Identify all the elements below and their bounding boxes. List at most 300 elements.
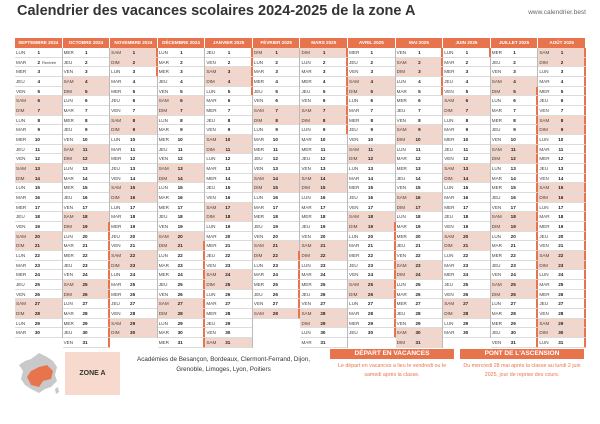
day-cell [158,193,205,203]
weekday-label: JEU [206,320,215,326]
weekday-label: JEU [63,59,73,65]
day-cell [253,48,300,58]
weekday-label: LUN [253,127,264,133]
day-number: 7 [275,107,278,113]
day-cell [300,203,347,213]
day-cell [110,174,157,184]
day-cell [205,319,252,329]
day-number: 4 [132,78,136,84]
weekday-label: DIM [349,156,358,162]
weekday-label: MER [63,185,74,191]
day-cell [253,87,300,97]
month-column [63,38,111,349]
day-cell [205,203,252,213]
day-cell [110,241,157,251]
day-cell [300,270,347,280]
day-cell [15,261,62,271]
day-cell [253,251,300,261]
day-number: 14 [558,175,564,181]
weekday-label: VEN [444,223,454,229]
day-cell [300,164,347,174]
day-number: 23 [82,262,88,268]
weekday-label: VEN [206,127,216,133]
month-header: SEPTEMBRE 2024 [15,38,62,48]
weekday-label: MER [158,204,169,210]
weekday-label: JEU [158,214,168,220]
day-cell [491,87,538,97]
day-number: 17 [510,204,516,210]
weekday-label: SAM [491,78,502,84]
weekday-label: JEU [206,117,215,123]
day-cell [158,174,205,184]
day-number: 22 [177,252,183,258]
day-cell [348,232,395,242]
day-cell [396,164,443,174]
day-number: 10 [272,136,278,142]
weekday-label: DIM [253,252,263,258]
weekday-label: SAM [444,233,455,239]
day-cell [491,280,538,290]
day-cell [15,135,62,145]
day-cell [348,116,395,126]
day-number: 16 [510,194,516,200]
day-number: 16 [82,194,88,200]
day-number: 15 [177,185,183,191]
day-number: 6 [465,98,469,104]
day-number: 4 [322,78,326,84]
day-cell [396,116,443,126]
weekday-label: LUN [539,136,549,142]
day-cell [253,174,300,184]
day-number: 13 [320,165,326,171]
weekday-label: MAR [491,243,502,249]
day-number: 18 [320,214,326,220]
weekday-label: SAM [539,185,550,191]
day-number: 13 [82,165,88,171]
day-cell [538,154,585,164]
day-cell [63,106,110,116]
day-number: 26 [367,291,374,297]
weekday-label: DIM [158,175,168,181]
weekday-label: MER [349,185,360,191]
weekday-label: JEU [206,252,215,258]
weekday-label: SAM [396,262,407,268]
day-number: 23 [225,262,231,268]
day-number: 7 [322,107,326,113]
weekday-label: LUN [253,59,264,65]
weekday-label: LUN [444,320,454,326]
weekday-label: SAM [539,117,550,123]
day-cell [491,174,538,184]
month-header: MAI 2025 [396,38,443,48]
day-number: 14 [510,175,516,181]
day-cell [396,96,443,106]
weekday-label: SAM [253,175,264,181]
day-cell [15,164,62,174]
day-cell [443,116,490,126]
day-number: 14 [177,175,183,181]
day-number: 13 [272,165,278,171]
day-number: 8 [370,117,374,123]
day-cell [443,232,490,242]
day-cell [63,183,110,193]
day-cell [63,319,110,329]
day-cell [396,212,443,222]
day-cell [300,290,347,300]
weekday-label: MAR [16,262,27,268]
day-number: 17 [225,204,231,210]
weekday-label: JEU [349,330,358,336]
day-number: 9 [275,127,278,133]
day-cell [538,87,585,97]
day-cell [205,125,252,135]
day-number: 5 [180,88,183,94]
day-cell [300,145,347,155]
month-column [443,38,491,349]
depart-title: DÉPART EN VACANCES [330,349,454,359]
day-number: 24 [82,272,88,278]
day-number: 16 [34,194,40,200]
day-number: 11 [558,146,564,152]
day-cell [253,270,300,280]
weekday-label: LUN [396,146,406,152]
weekday-label: MAR [63,175,74,181]
day-cell [205,261,252,271]
weekday-label: VEN [444,156,454,162]
weekday-label: MER [63,320,74,326]
day-cell [253,261,300,271]
weekday-label: MAR [301,204,312,210]
weekday-label: JEU [301,88,311,94]
day-number: 30 [415,330,421,336]
day-cell [396,270,443,280]
weekday-label: JEU [396,310,406,316]
weekday-label: MER [206,175,217,181]
day-cell [15,280,62,290]
day-cell [110,280,157,290]
day-cell [158,261,205,271]
weekday-label: DIM [491,223,501,229]
day-number: 23 [272,262,278,268]
day-cell [63,96,110,106]
day-number: 12 [367,156,374,162]
day-number: 21 [558,243,564,249]
weekday-label: SAM [491,281,502,287]
day-number: 5 [85,88,88,94]
weekday-label: DIM [444,310,453,316]
weekday-label: JEU [111,233,120,239]
weekday-label: MAR [111,214,122,220]
day-cell [443,125,490,135]
day-number: 31 [510,340,516,345]
weekday-label: MAR [206,98,217,104]
weekday-label: SAM [16,233,26,239]
weekday-label: VEN [63,136,74,142]
weekday-label: DIM [16,107,25,113]
day-cell [396,145,443,155]
weekday-label: VEN [111,107,121,113]
day-number: 11 [273,146,278,152]
month-header: NOVEMBRE 2024 [110,38,157,48]
weekday-label: SAM [396,127,407,133]
weekday-label: DIM [301,320,310,326]
day-cell [443,87,490,97]
weekday-label: DIM [539,59,548,65]
day-number: 4 [227,78,231,84]
weekday-label: MAR [301,69,312,75]
weekday-label: SAM [444,301,455,307]
weekday-label: MAR [491,175,502,181]
weekday-label: JEU [444,281,453,287]
weekday-label: LUN [491,165,501,171]
day-number: 24 [177,272,183,278]
weekday-label: SAM [301,243,312,249]
weekday-label: LUN [206,291,216,297]
zone-label: ZONE A [65,352,120,395]
day-number: 16 [320,194,326,200]
day-cell [348,154,395,164]
day-number: 21 [272,243,278,249]
weekday-label: SAM [349,214,360,220]
weekday-label: MER [63,117,74,123]
day-number: 26 [130,291,136,297]
day-number: 28 [367,310,374,316]
day-cell [491,222,538,232]
day-cell [491,77,538,87]
day-number: 8 [322,117,326,123]
day-number: 17 [415,204,421,210]
day-number: 29 [34,320,40,326]
day-cell [158,290,205,300]
day-number: 9 [132,127,136,133]
day-cell [110,116,157,126]
day-cell [15,270,62,280]
day-number: 22 [558,252,564,258]
day-number: 11 [510,146,516,152]
day-number: 10 [415,136,421,142]
day-number: 25 [367,281,374,287]
weekday-label: MAR [111,78,122,84]
day-cell [253,106,300,116]
day-cell [348,77,395,87]
weekday-label: SAM [206,136,217,142]
day-cell [205,87,252,97]
weekday-label: VEN [63,340,74,345]
day-cell [348,96,395,106]
weekday-label: SAM [16,98,26,104]
day-cell [396,309,443,319]
day-number: 19 [510,223,516,229]
weekday-label: MER [349,320,360,326]
day-number: 18 [463,214,469,220]
weekday-label: SAM [301,310,312,316]
day-number: 30 [225,330,231,336]
weekday-label: LUN [16,185,26,191]
day-cell [63,241,110,251]
day-number: 13 [225,165,231,171]
day-cell [205,116,252,126]
day-number: 22 [415,252,421,258]
day-cell [158,87,205,97]
day-number: 25 [510,281,516,287]
day-cell [158,154,205,164]
day-cell [538,299,585,309]
day-number: 29 [415,320,421,326]
day-number: 3 [132,69,136,75]
day-number: 28 [415,310,421,316]
day-cell [396,135,443,145]
day-cell [491,251,538,261]
day-cell [15,241,62,251]
day-cell [491,154,538,164]
day-cell [348,203,395,213]
day-number: 25 [558,281,564,287]
day-number: 26 [415,291,421,297]
day-number: 18 [510,214,516,220]
weekday-label: VEN [491,136,502,142]
day-number: 26 [463,291,469,297]
day-number: 8 [227,117,231,123]
weekday-label: JEU [444,214,453,220]
day-number: 25 [82,281,88,287]
weekday-label: SAM [158,98,169,104]
day-cell [491,106,538,116]
weekday-label: MAR [349,107,360,113]
day-cell [348,328,395,338]
day-number: 15 [225,185,231,191]
day-number: 2 [322,59,326,65]
day-number: 23 [558,262,564,268]
day-number: 7 [370,107,374,113]
weekday-label: MER [301,146,312,152]
day-cell [443,145,490,155]
day-number: 2 [85,59,88,65]
day-cell [15,328,62,338]
depart-text: Le départ en vacances a lieu le vendredi ou le samedi après la classe. [337,363,447,378]
day-number: 1 [513,49,516,55]
day-number: 14 [82,175,88,181]
day-cell [538,212,585,222]
day-note: Rentrée [42,59,57,65]
weekday-label: SAM [301,175,312,181]
weekday-label: MER [539,156,550,162]
day-number: 7 [132,107,136,113]
day-cell [205,58,252,68]
weekday-label: MER [206,310,217,316]
weekday-label: DIM [491,291,501,297]
day-number: 23 [463,262,469,268]
weekday-label: SAM [16,301,26,307]
day-cell [443,106,490,116]
day-cell [491,96,538,106]
weekday-label: LUN [396,78,406,84]
weekday-label: MAR [16,194,27,200]
day-cell [396,174,443,184]
day-number: 12 [558,156,564,162]
day-cell [491,338,538,348]
day-cell [538,251,585,261]
weekday-label: SAM [111,185,122,191]
weekday-label: DIM [301,117,310,123]
day-number: 30 [82,330,88,336]
day-number: 30 [320,330,326,336]
weekday-label: LUN [491,301,501,307]
day-cell [15,203,62,213]
day-cell [491,116,538,126]
day-number: 10 [558,136,564,142]
day-cell [538,58,585,68]
weekday-label: SAM [349,78,360,84]
weekday-label: SAM [111,252,122,258]
month-header: AOÛT 2025 [538,38,585,48]
day-number: 5 [560,88,564,94]
day-cell [158,319,205,329]
weekday-label: MER [16,204,27,210]
day-cell [15,319,62,329]
day-number: 2 [180,59,183,65]
weekday-label: VEN [396,320,407,326]
day-cell [538,338,585,348]
day-cell [491,309,538,319]
day-cell [348,299,395,309]
day-number: 25 [463,281,469,287]
day-cell [300,135,347,145]
day-number: 2 [227,59,231,65]
weekday-label: LUN [111,136,121,142]
weekday-label: SAM [206,69,217,75]
day-number: 15 [367,185,374,191]
day-cell [15,290,62,300]
weekday-label: DIM [301,185,310,191]
day-number: 23 [177,262,183,268]
weekday-label: JEU [444,78,453,84]
day-cell [158,77,205,87]
day-cell [348,87,395,97]
weekday-label: JEU [111,165,120,171]
weekday-label: LUN [206,156,216,162]
day-cell [63,116,110,126]
day-number: 18 [558,214,564,220]
day-number: 23 [130,262,136,268]
day-number: 9 [227,127,231,133]
day-cell [443,135,490,145]
day-number: 15 [82,185,88,191]
day-number: 18 [34,214,40,220]
day-number: 15 [34,185,40,191]
day-number: 23 [320,262,326,268]
weekday-label: SAM [349,281,360,287]
day-cell [348,164,395,174]
day-number: 20 [272,233,278,239]
weekday-label: MAR [158,59,169,65]
day-number: 18 [367,214,374,220]
day-number: 29 [510,320,516,326]
day-number: 17 [82,204,88,210]
day-number: 12 [177,156,183,162]
day-number: 22 [82,252,88,258]
day-cell [205,241,252,251]
day-cell [110,212,157,222]
weekday-label: JEU [396,107,406,113]
weekday-label: LUN [349,165,359,171]
day-cell [300,48,347,58]
day-cell [63,338,110,348]
day-cell [300,251,347,261]
day-number: 11 [415,146,421,152]
weekday-label: MAR [253,272,265,278]
day-cell [63,67,110,77]
day-cell [538,232,585,242]
